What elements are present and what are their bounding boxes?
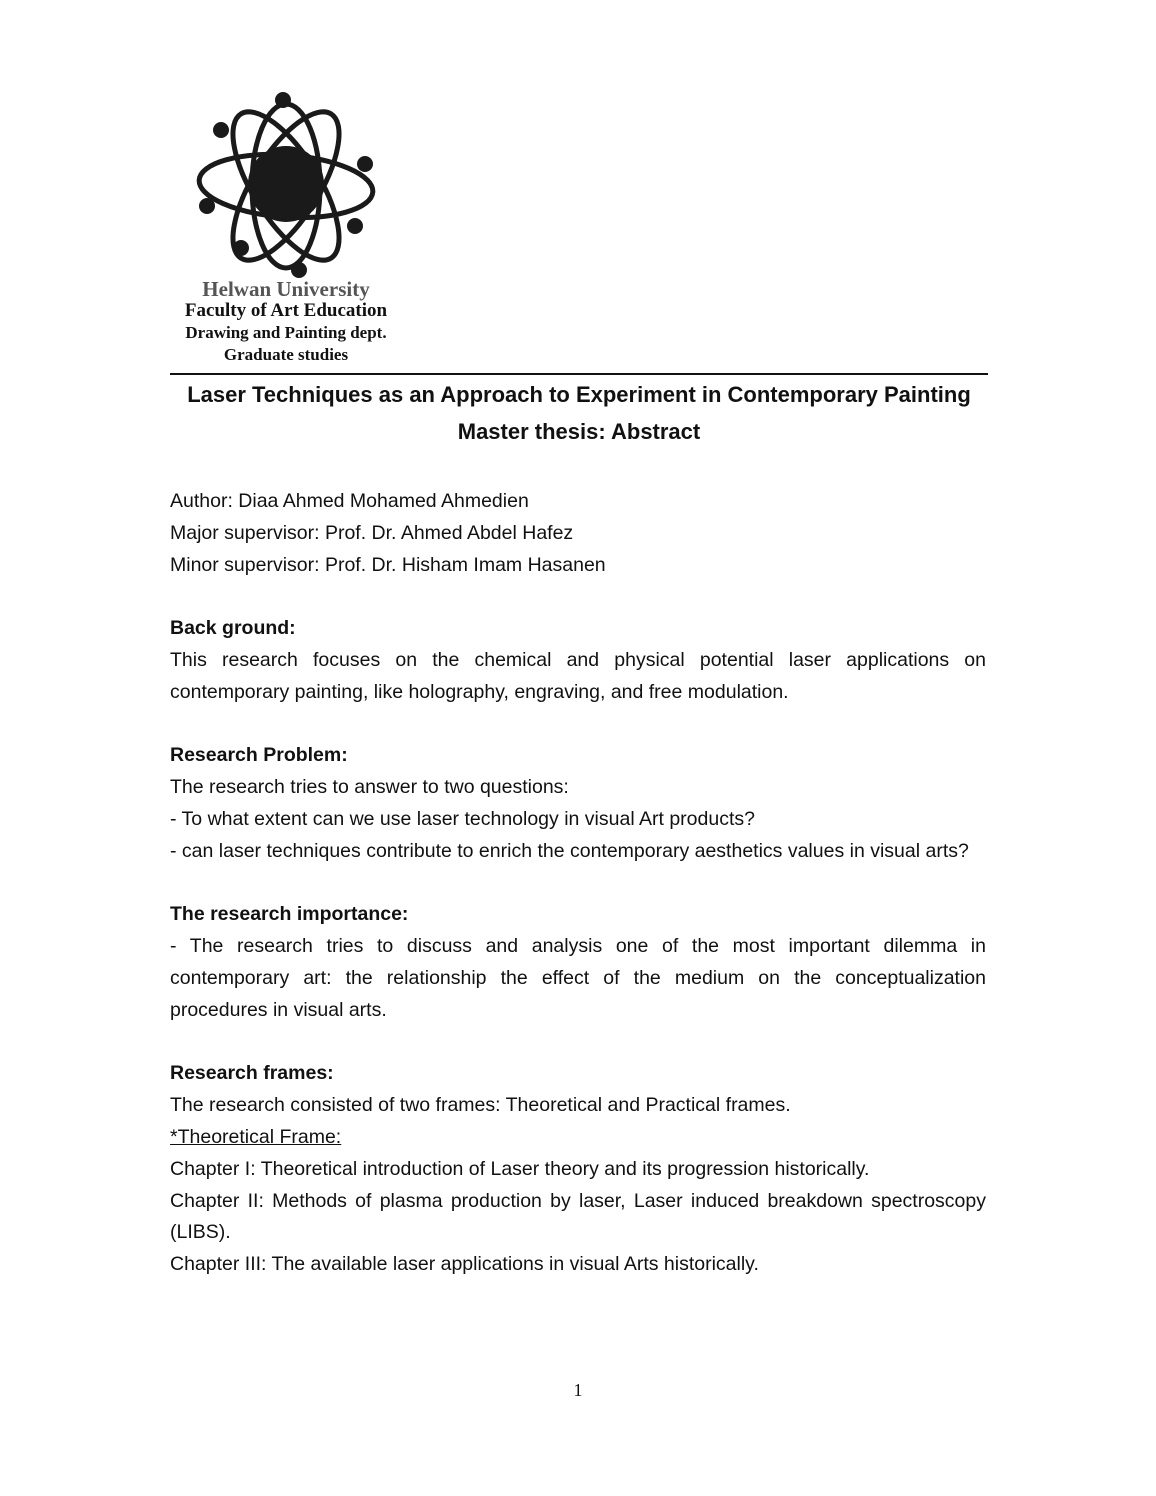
problem-heading: Research Problem: (170, 744, 348, 767)
major-supervisor-line: Major supervisor: Prof. Dr. Ahmed Abdel Hafez (170, 521, 574, 544)
university-name: Helwan University (202, 277, 370, 301)
background-heading: Back ground: (170, 617, 296, 640)
author-line: Author: Diaa Ahmed Mohamed Ahmedien (170, 490, 529, 512)
chapter-2-line: Chapter II: Methods of plasma production by laser, Laser induced breakdown spectroscopy (LIBS). (170, 1189, 986, 1244)
document-title: Laser Techniques as an Approach to Experiment in Contemporary Painting (187, 382, 971, 407)
importance-text: - The research tries to discuss and analysis one of the most important dilemma in contemporary art: the relationship the effect of the medium on the conceptualization procedures in visual arts. (170, 935, 986, 1021)
chapter-3-line: Chapter III: The available laser applications in visual Arts historically. (170, 1253, 759, 1276)
department-name: Drawing and Painting dept. (185, 323, 387, 342)
document-subtitle: Master thesis: Abstract (457, 419, 701, 444)
page-number: 1 (573, 1380, 583, 1400)
importance-heading: The research importance: (170, 903, 409, 926)
theoretical-frame-label: *Theoretical Frame: (170, 1125, 342, 1148)
problem-question-2: - can laser techniques contribute to enrich the contemporary aesthetics values in visual arts? (170, 839, 969, 862)
atom-logo-icon (191, 88, 381, 284)
chapter-1-line: Chapter I: Theoretical introduction of Laser theory and its progression historically. (170, 1157, 870, 1180)
document-body (170, 486, 986, 1281)
faculty-name: Faculty of Art Education (184, 300, 388, 321)
program-name: Graduate studies (223, 345, 349, 364)
problem-question-1: - To what extent can we use laser technology in visual Art products? (170, 807, 755, 830)
frames-intro: The research consisted of two frames: Theoretical and Practical frames. (170, 1094, 791, 1117)
problem-intro: The research tries to answer to two questions: (170, 776, 569, 799)
frames-heading: Research frames: (170, 1062, 334, 1085)
header-divider (170, 373, 988, 375)
background-text: This research focuses on the chemical and physical potential laser applications on contemporary painting, like holography, engraving, and free modulation. (170, 648, 986, 703)
minor-supervisor-line: Minor supervisor: Prof. Dr. Hisham Imam Hasanen (170, 553, 606, 576)
title-block (170, 376, 988, 450)
university-header (172, 88, 400, 366)
